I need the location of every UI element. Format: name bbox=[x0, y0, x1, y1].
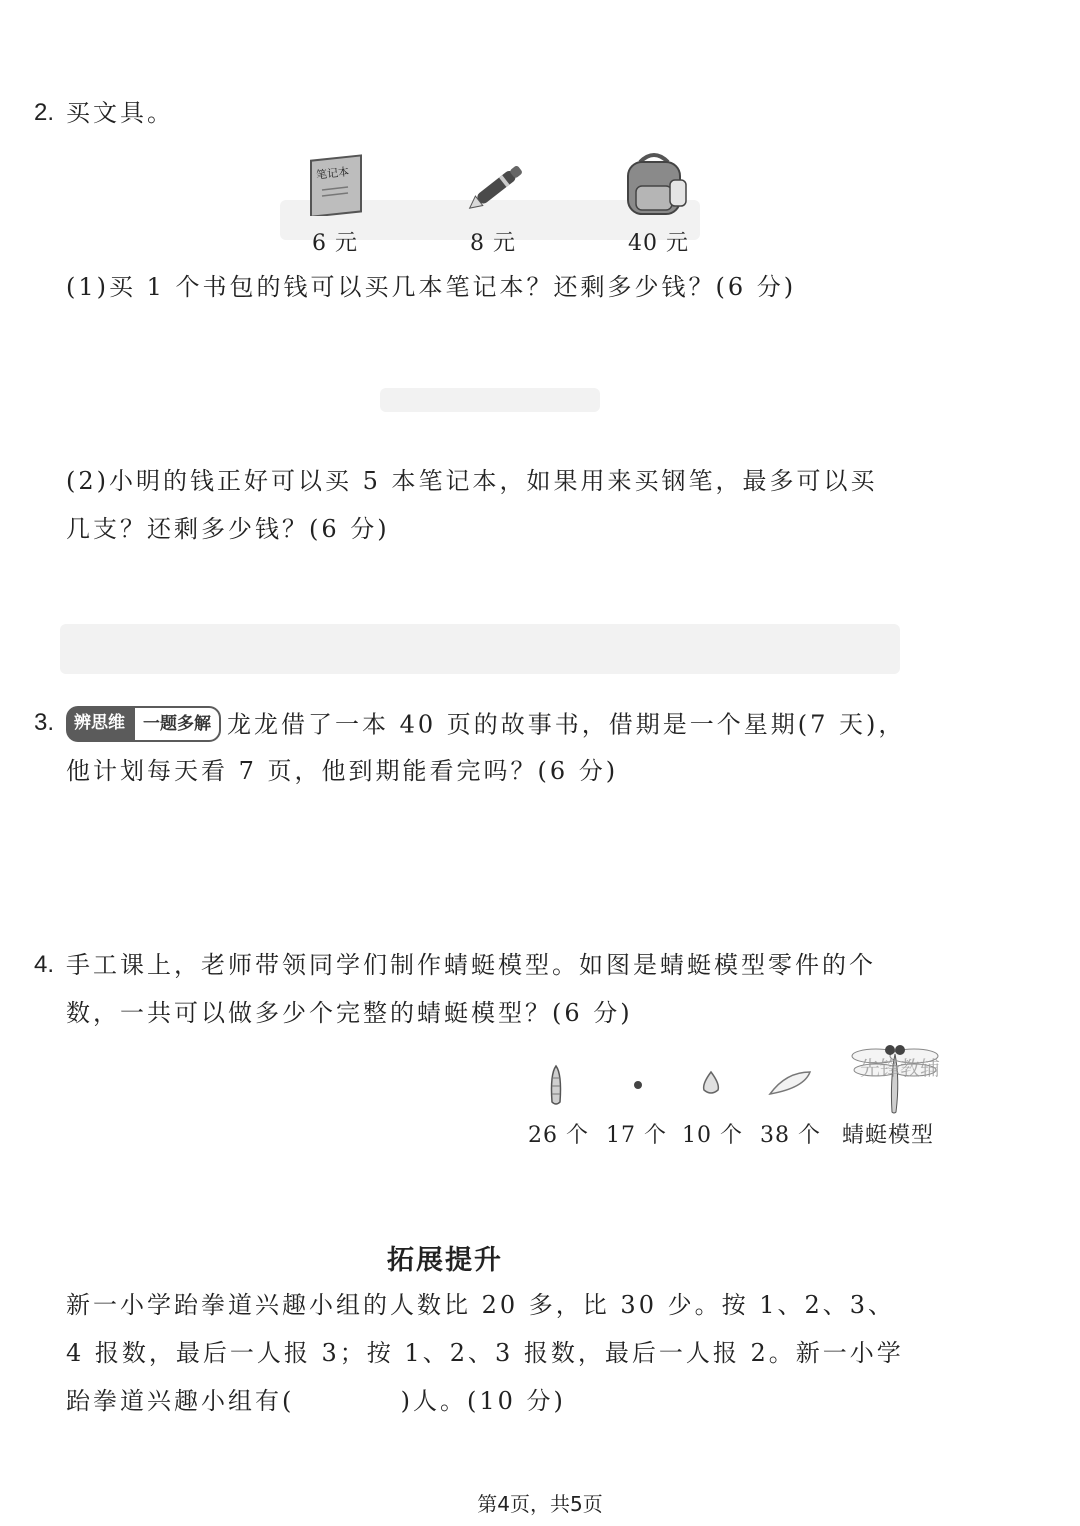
backpack-price: 40 元 bbox=[628, 231, 689, 256]
question-3-line-2: 他计划每天看 7 页，他到期能看完吗？(6 分) bbox=[66, 757, 619, 785]
question-number: 2. bbox=[34, 99, 55, 126]
dragonfly-wing-icon bbox=[766, 1068, 814, 1102]
sub-question-2-line-2: 几支？还剩多少钱？(6 分) bbox=[66, 515, 390, 543]
question-number: 3. bbox=[34, 709, 55, 736]
section-title: 拓展提升 bbox=[387, 1245, 503, 1276]
backpack-illustration bbox=[614, 150, 694, 222]
dragonfly-body-icon bbox=[548, 1064, 564, 1110]
extension-line-2: 4 报数，最后一人报 3；按 1、2、3 报数，最后一人报 2。新一小学 bbox=[66, 1339, 904, 1367]
question-number: 4. bbox=[34, 951, 55, 978]
pen-illustration bbox=[460, 156, 536, 220]
question-4-line-1: 手工课上，老师带领同学们制作蜻蜓模型。如图是蜻蜓模型零件的个 bbox=[66, 951, 876, 979]
pen-price: 8 元 bbox=[470, 231, 516, 256]
dragonfly-eye-icon bbox=[632, 1076, 644, 1095]
extension-line-1: 新一小学跆拳道兴趣小组的人数比 20 多，比 30 少。按 1、2、3、 bbox=[66, 1291, 896, 1319]
sub-question-2-line-1: (2)小明的钱正好可以买 5 本笔记本，如果用来买钢笔，最多可以买 bbox=[66, 467, 878, 495]
part-count: 38 个 bbox=[760, 1123, 821, 1148]
part-count: 10 个 bbox=[682, 1123, 743, 1148]
question-3-line-1 bbox=[66, 708, 905, 744]
notebook-price: 6 元 bbox=[312, 231, 358, 256]
notebook-label: 笔记本 bbox=[315, 165, 350, 182]
sub-question-1: (1)买 1 个书包的钱可以买几本笔记本？还剩多少钱？(6 分) bbox=[66, 273, 797, 301]
show-through-smudge bbox=[60, 624, 900, 674]
part-count: 17 个 bbox=[606, 1123, 667, 1148]
question-3-text: 龙龙借了一本 40 页的故事书，借期是一个星期(7 天)， bbox=[227, 710, 906, 739]
show-through-smudge bbox=[380, 388, 600, 412]
question-4-line-2: 数，一共可以做多少个完整的蜻蜓模型？(6 分) bbox=[66, 999, 633, 1027]
tag-bian-si-wei: 辨思维 bbox=[66, 706, 133, 742]
part-count: 26 个 bbox=[528, 1123, 589, 1148]
thinking-tag bbox=[66, 706, 221, 742]
tag-yi-ti-duo-jie: 一题多解 bbox=[133, 706, 221, 742]
question-title: 买文具。 bbox=[66, 99, 174, 127]
page-footer: 第4页，共5页 bbox=[477, 1492, 603, 1516]
extension-line-3: 跆拳道兴趣小组有( )人。(10 分) bbox=[66, 1387, 566, 1415]
watermark: 先锋教辅 bbox=[860, 1056, 940, 1080]
dragonfly-head-icon bbox=[700, 1070, 722, 1100]
model-label: 蜻蜓模型 bbox=[842, 1123, 935, 1148]
